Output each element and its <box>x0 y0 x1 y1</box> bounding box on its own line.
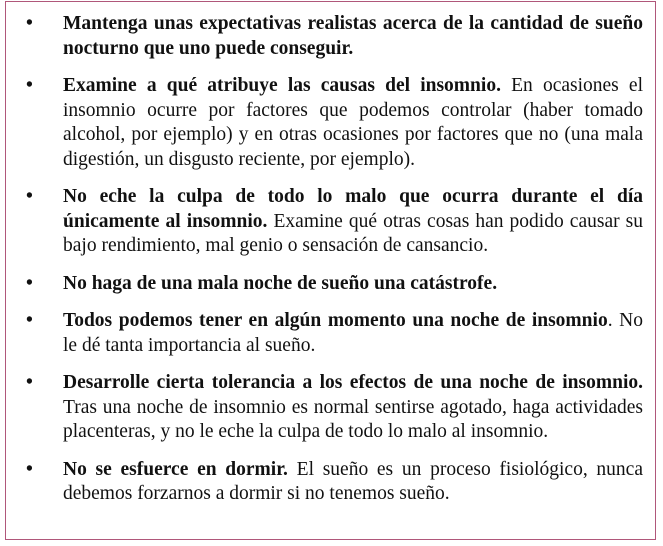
bullet-icon: • <box>26 75 33 96</box>
list-item <box>6 272 643 297</box>
bullet-icon: • <box>26 272 33 294</box>
item-lead: Desarrolle cierta tolerancia a los efectos de una noche de insomnio. <box>63 372 643 393</box>
tips-list <box>6 2 655 507</box>
list-item <box>6 12 643 61</box>
item-text: En ocasiones el insomnio ocurre por factores que podemos controlar (haber tomado alcohol, por ejemplo) y en otras ocasiones por factores que no (una mala digestión, un disgusto reciente, por ejemplo). <box>63 75 644 170</box>
item-text: El sueño es un proceso fisiológico, nunca debemos forzarnos a dormir si no tenemos sueño. <box>63 458 643 504</box>
item-lead: No haga de una mala noche de sueño una catástrofe. <box>63 272 498 294</box>
bullet-icon: • <box>26 13 33 34</box>
list-item <box>6 371 643 445</box>
item-text: Tras una noche de insomnio es normal sentirse agotado, haga actividades placenteras, y no le eche la culpa de todo lo malo al insomnio. <box>63 396 643 442</box>
bullet-icon: • <box>26 372 33 393</box>
item-text: . No le dé tanta importancia al sueño. <box>63 310 643 356</box>
list-item <box>6 458 643 507</box>
item-text: Examine qué otras cosas han podido causar su bajo rendimiento, mal genio o sensación de cansancio. <box>63 210 643 256</box>
item-lead: Examine a qué atribuye las causas del insomnio. <box>63 75 501 96</box>
item-lead: No se esfuerce en dormir. <box>63 458 288 480</box>
list-item <box>6 185 643 259</box>
bullet-icon: • <box>26 186 33 207</box>
item-lead: Todos podemos tener en algún momento una noche de insomnio <box>63 310 608 331</box>
item-lead: No eche la culpa de todo lo malo que ocurra durante el día únicamente al insomnio. <box>63 186 643 232</box>
bullet-icon: • <box>26 458 33 480</box>
tips-box <box>5 1 656 540</box>
list-item <box>6 309 643 358</box>
bullet-icon: • <box>26 310 33 331</box>
item-lead: Mantenga unas expectativas realistas acerca de la cantidad de sueño nocturno que uno puede conseguir. <box>63 13 643 59</box>
list-item <box>6 74 643 172</box>
